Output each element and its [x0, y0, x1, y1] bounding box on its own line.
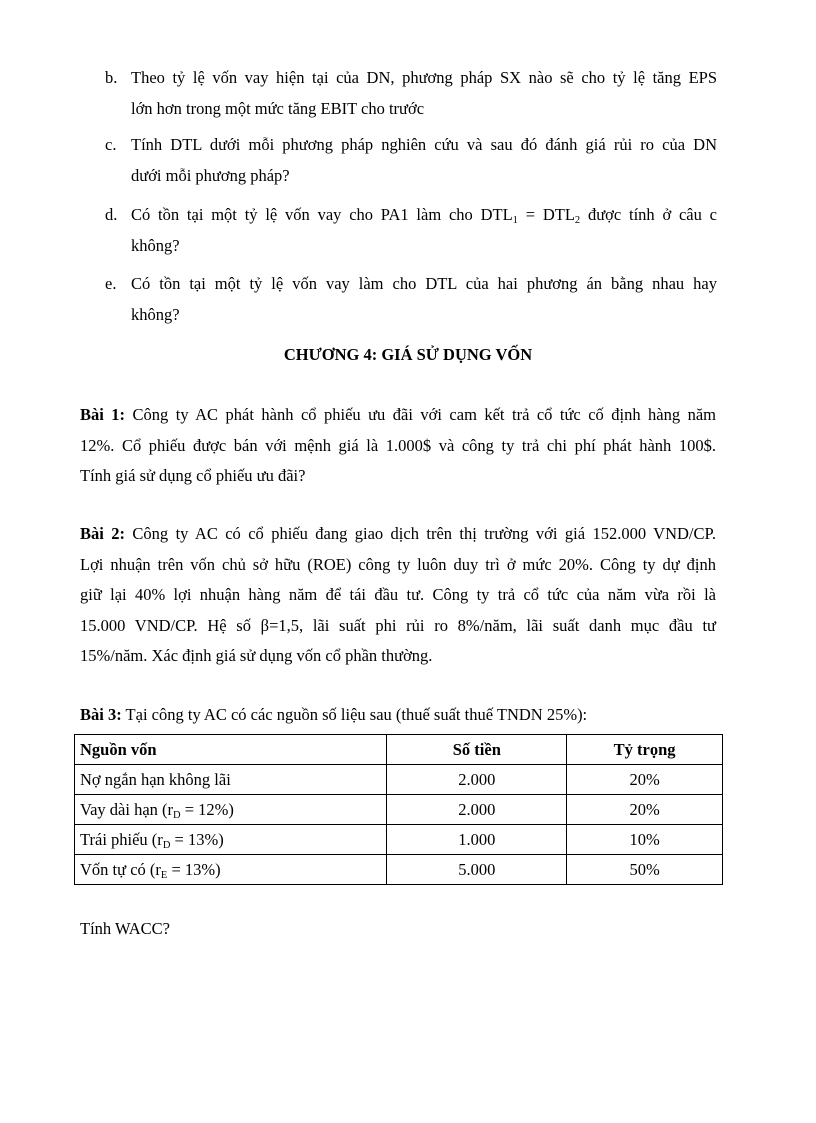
- exercise-label: Bài 2:: [80, 524, 125, 543]
- column-header-amount: Số tiền: [387, 735, 567, 765]
- question-c: [105, 129, 717, 191]
- question-d: [105, 199, 717, 261]
- source-name: Trái phiếu $(r_D = 13\%)$: [75, 825, 387, 855]
- table-row: [75, 765, 723, 795]
- table-header-row: [75, 735, 723, 765]
- capital-sources-table: [74, 734, 723, 885]
- source-name: Nợ ngắn hạn không lãi: [75, 765, 387, 795]
- table-row: [75, 825, 723, 855]
- source-name: Vay dài hạn $(r_D = 12\%)$: [75, 795, 387, 825]
- question-text-line: lớn hơn trong một mức tăng EBIT cho trước: [131, 99, 425, 118]
- source-amount: 5.000: [387, 855, 567, 885]
- question-text-line: Theo tỷ lệ vốn vay hiện tại của DN, phương pháp SX nào sẽ cho tỷ lệ tăng EPS: [131, 68, 717, 87]
- question-text-line: Có tồn tại một tỷ lệ vốn vay cho PA1 làm cho $DTL_1 = DTL_2$ được tính ở câu c: [131, 205, 717, 226]
- source-weight: 20%: [567, 795, 723, 825]
- exercise-text-line: 15.000 VND/CP. Hệ số β=1,5, lãi suất phi rủi ro 8%/năm, lãi suất danh mục đầu tư: [80, 615, 716, 635]
- chapter-title: CHƯƠNG 4: GIÁ SỬ DỤNG VỐN: [283, 345, 533, 364]
- source-amount: 2.000: [387, 765, 567, 795]
- exercise-text-line: giữ lại 40% lợi nhuận hàng năm để tái đầu tư. Công ty trả cổ tức của năm vừa rồi là: [80, 585, 716, 605]
- column-header-weight: Tỷ trọng: [567, 735, 723, 765]
- question-text-line: không?: [131, 305, 180, 324]
- source-amount: 2.000: [387, 795, 567, 825]
- exercise-3: [80, 700, 716, 731]
- question-letter: b.: [105, 68, 118, 87]
- source-amount: 1.000: [387, 825, 567, 855]
- exercise-text-line: 15%/năm. Xác định giá sử dụng vốn cổ phần thường.: [80, 646, 433, 666]
- closing-question: Tính WACC?: [80, 919, 170, 938]
- source-name: Vốn tự có $(r_E = 13\%)$: [75, 855, 387, 885]
- question-text-line: không?: [131, 236, 180, 255]
- exercise-2: Bài 2: Công ty AC có cổ phiếu đang giao dịch trên thị trường với giá 152.000 VND/CP. Lợi nhuận trên vốn chủ sở hữu (ROE) công ty luôn duy trì ở mức 20%. Công ty dự định giữ lại 40% lợi nhuận hàng năm để tái đầu tư. Công ty trả cổ tức của năm vừa rồi là 15.000 VND/CP. Hệ số β=1,5, lãi suất phi rủi ro 8%/năm, lãi suất danh mục đầu tư 15%/năm. Xác định giá sử dụng vốn cổ phần thường.: [80, 519, 716, 672]
- exercise-text-line: Tính giá sử dụng cổ phiếu ưu đãi?: [80, 466, 306, 486]
- source-weight: 20%: [567, 765, 723, 795]
- question-text-line: dưới mỗi phương pháp?: [131, 166, 290, 185]
- question-text-line: Tính DTL dưới mỗi phương pháp nghiên cứu và sau đó đánh giá rủi ro của DN: [131, 135, 717, 154]
- question-letter: c.: [105, 135, 117, 154]
- table-row: [75, 855, 723, 885]
- exercise-text-line: Lợi nhuận trên vốn chủ sở hữu (ROE) công ty luôn duy trì ở mức 20%. Công ty dự định: [80, 554, 716, 574]
- question-e: [105, 268, 717, 330]
- question-text-line: Có tồn tại một tỷ lệ vốn vay làm cho DTL của hai phương án bằng nhau hay: [131, 274, 717, 293]
- exercise-text-line: 12%. Cổ phiếu được bán với mệnh giá là 1.000$ và công ty trả chi phí phát hành 100$.: [80, 435, 716, 455]
- exercise-1: Bài 1: Công ty AC phát hành cổ phiếu ưu đãi với cam kết trả cổ tức cố định hàng năm 12%. Cổ phiếu được bán với mệnh giá là 1.000$ và công ty trả chi phí phát hành 100$. Tính giá sử dụng cổ phiếu ưu đãi?: [80, 400, 716, 492]
- source-weight: 10%: [567, 825, 723, 855]
- question-letter: e.: [105, 274, 117, 293]
- exercise-text: Tại công ty AC có các nguồn số liệu sau (thuế suất thuế TNDN 25%):: [121, 705, 588, 724]
- table-row: [75, 795, 723, 825]
- source-weight: 50%: [567, 855, 723, 885]
- question-letter: d.: [105, 205, 118, 224]
- question-b: [105, 62, 717, 124]
- column-header-source: Nguồn vốn: [75, 735, 387, 765]
- exercise-label: Bài 3:: [80, 705, 122, 724]
- exercise-label: Bài 1:: [80, 405, 126, 424]
